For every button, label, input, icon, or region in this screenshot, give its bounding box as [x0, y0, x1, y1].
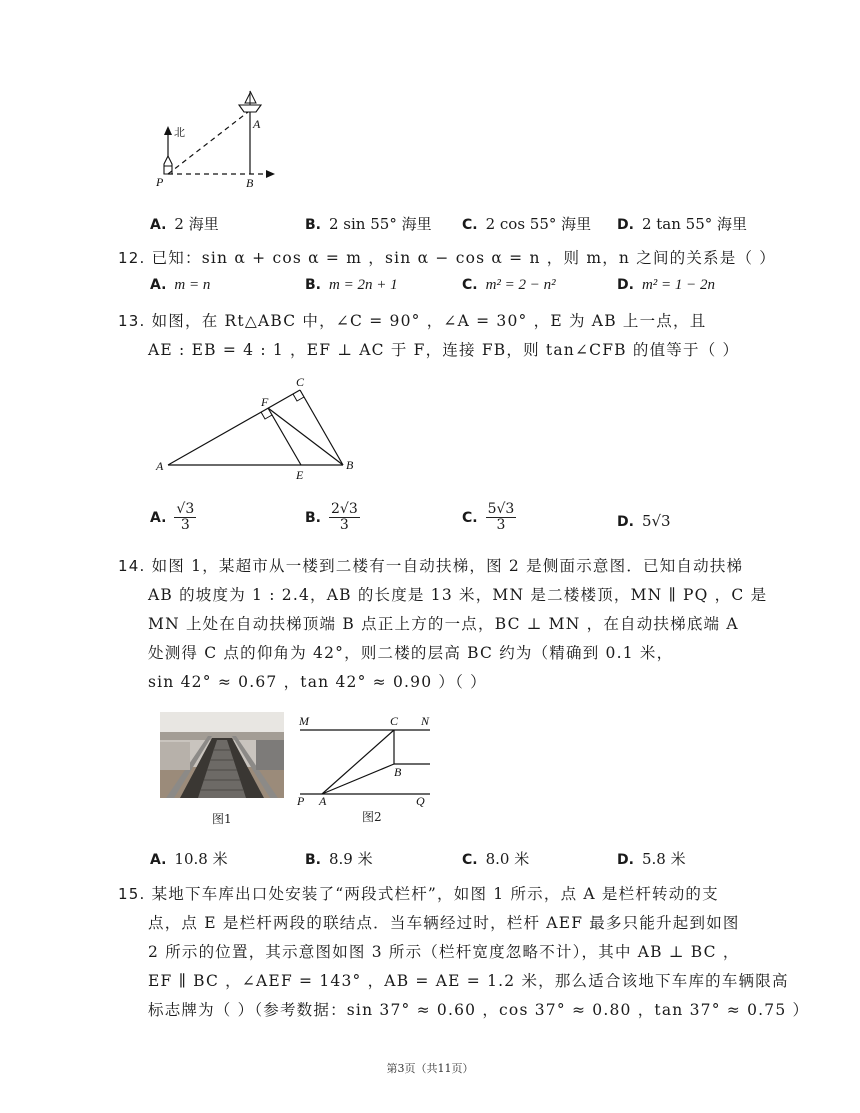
- question-number: 12.: [118, 249, 146, 267]
- q15-stem-line2: 点，点 E 是栏杆两段的联结点．当车辆经过时，栏杆 AEF 最多只能升起到如图: [148, 914, 740, 932]
- svg-text:C: C: [296, 375, 305, 389]
- svg-text:A: A: [253, 117, 261, 131]
- q12-option-a: A. m = n: [150, 277, 211, 293]
- svg-text:C: C: [390, 714, 399, 728]
- svg-text:E: E: [296, 468, 304, 482]
- q13-stem-line2: AE : EB = 4 : 1 ，EF ⊥ AC 于 F，连接 FB，则 tan∠CFB 的值等于（ ）: [148, 341, 740, 359]
- q13-option-d: D. 5√3: [617, 512, 671, 530]
- svg-text:M: M: [299, 714, 309, 728]
- q15-stem-line5: 标志牌为（ ）（参考数据：sin 37° ≈ 0.60 ，cos 37° ≈ 0.80 ，tan 37° ≈ 0.75 ）: [148, 1001, 810, 1019]
- figure2-caption: 图2: [362, 810, 382, 824]
- svg-text:A: A: [319, 794, 327, 808]
- q13-option-a: A. $\frac{√3}{3}$: [150, 501, 195, 533]
- q15-stem-line4: EF ∥ BC ，∠AEF = 143° ，AB = AE = 1.2 米，那么适合该地下车库的车辆限高: [148, 972, 789, 990]
- q12-option-b: B. m = 2n + 1: [305, 277, 398, 293]
- q14-option-b: B. 8.9 米: [305, 850, 373, 868]
- svg-text:P: P: [156, 175, 164, 189]
- north-label: 北: [174, 127, 185, 139]
- q13-option-c: C. $\frac{5√3}{3}$: [462, 501, 515, 533]
- q13-option-b: B. $\frac{2√3}{3}$: [305, 501, 358, 533]
- svg-text:Q: Q: [416, 794, 425, 808]
- q11-option-a: A. 2 海里: [150, 215, 219, 233]
- svg-text:N: N: [421, 714, 430, 728]
- q14-stem-line5: sin 42° ≈ 0.67 ，tan 42° ≈ 0.90 ）（ ）: [148, 673, 487, 691]
- q14-stem-line1: 14. 如图 1，某超市从一楼到二楼有一自动扶梯，图 2 是侧面示意图．已知自动扶梯: [118, 557, 744, 575]
- svg-text:P: P: [297, 794, 305, 808]
- figure1-caption: 图1: [212, 812, 232, 826]
- q11-option-b: B. 2 sin 55° 海里: [305, 215, 432, 233]
- q11-figure: [150, 88, 290, 193]
- q14-option-d: D. 5.8 米: [617, 850, 686, 868]
- svg-text:A: A: [156, 459, 164, 473]
- q14-stem-line4: 处测得 C 点的仰角为 42°，则二楼的层高 BC 约为（精确到 0.1 米，: [148, 644, 674, 662]
- q12-stem: 12. 已知：sin α + cos α = m ，sin α − cos α = n ，则 m，n 之间的关系是（ ）: [118, 249, 776, 267]
- question-number: 14.: [118, 557, 146, 575]
- q12-option-d: D. m² = 1 − 2n: [617, 277, 716, 293]
- q11-option-c: C. 2 cos 55° 海里: [462, 215, 592, 233]
- q15-stem-line3: 2 所示的位置，其示意图如图 3 所示（栏杆宽度忽略不计），其中 AB ⊥ BC ，: [148, 943, 740, 961]
- q13-stem-line1: 13. 如图，在 Rt△ABC 中，∠C = 90° ，∠A = 30° ，E 为 AB 上一点，且: [118, 312, 707, 330]
- q11-option-d: D. 2 tan 55° 海里: [617, 215, 748, 233]
- escalator-photo: [160, 712, 284, 798]
- question-number: 15.: [118, 885, 146, 903]
- q14-figure2: [294, 712, 444, 812]
- q14-stem-line3: MN 上处在自动扶梯顶端 B 点正上方的一点，BC ⊥ MN ，在自动扶梯底端 A: [148, 615, 739, 633]
- question-number: 13.: [118, 312, 146, 330]
- svg-text:B: B: [246, 176, 254, 190]
- svg-text:F: F: [261, 395, 269, 409]
- q14-option-c: C. 8.0 米: [462, 850, 530, 868]
- page-footer: 第3页（共11页）: [386, 1062, 474, 1075]
- q12-option-c: C. m² = 2 − n²: [462, 277, 556, 293]
- q13-figure: [150, 372, 370, 484]
- svg-text:B: B: [346, 458, 354, 472]
- svg-text:B: B: [394, 765, 402, 779]
- q14-option-a: A. 10.8 米: [150, 850, 228, 868]
- q14-stem-line2: AB 的坡度为 1 : 2.4，AB 的长度是 13 米，MN 是二楼楼顶，MN ∥ PQ ，C 是: [148, 586, 768, 604]
- q15-stem-line1: 15. 某地下车库出口处安装了“两段式栏杆”，如图 1 所示，点 A 是栏杆转动的支: [118, 885, 719, 903]
